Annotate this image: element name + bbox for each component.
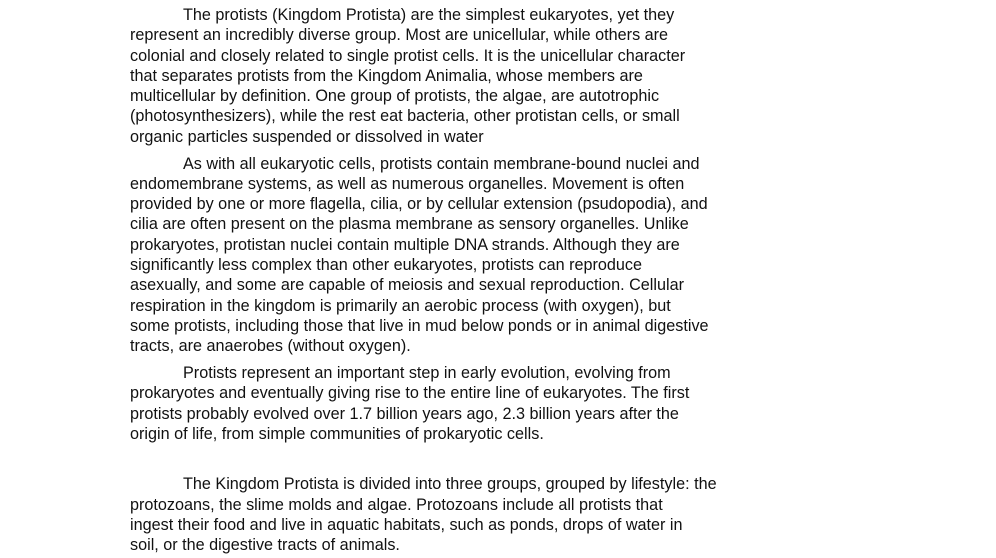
text-line: The Kingdom Protista is divided into three groups, grouped by lifestyle: the — [183, 475, 717, 494]
paragraph-protists-intro — [130, 5, 770, 147]
paragraph-cell-structure — [130, 154, 770, 357]
text-line: some protists, including those that live in mud below ponds or in animal digestive — [130, 316, 709, 335]
text-line: organic particles suspended or dissolved in water — [130, 127, 484, 146]
text-line: As with all eukaryotic cells, protists contain membrane-bound nuclei and — [183, 154, 700, 173]
document-page — [130, 5, 770, 555]
text-line: respiration in the kingdom is primarily an aerobic process (with oxygen), but — [130, 296, 671, 315]
text-line: prokaryotes and eventually giving rise to the entire line of eukaryotes. The first — [130, 384, 690, 403]
text-line: protists probably evolved over 1.7 billion years ago, 2.3 billion years after the — [130, 404, 679, 423]
text-line: that separates protists from the Kingdom Animalia, whose members are — [130, 66, 643, 85]
text-line: protozoans, the slime molds and algae. Protozoans include all protists that — [130, 495, 663, 514]
text-line: provided by one or more flagella, cilia, or by cellular extension (psudopodia), and — [130, 195, 708, 214]
text-line: significantly less complex than other eukaryotes, protists can reproduce — [130, 256, 642, 275]
paragraph-spacer — [130, 444, 770, 474]
text-line: endomembrane systems, as well as numerous organelles. Movement is often — [130, 174, 685, 193]
paragraph-evolution — [130, 363, 770, 444]
text-line: (photosynthesizers), while the rest eat bacteria, other protistan cells, or small — [130, 107, 680, 126]
text-line: tracts, are anaerobes (without oxygen). — [130, 337, 411, 356]
text-line: multicellular by definition. One group of protists, the algae, are autotrophic — [130, 87, 660, 106]
text-line: soil, or the digestive tracts of animals. — [130, 536, 400, 555]
text-line: prokaryotes, protistan nuclei contain multiple DNA strands. Although they are — [130, 235, 680, 254]
text-line: colonial and closely related to single protist cells. It is the unicellular character — [130, 46, 686, 65]
text-line: origin of life, from simple communities of prokaryotic cells. — [130, 424, 544, 443]
text-line: Protists represent an important step in early evolution, evolving from — [183, 364, 671, 383]
text-line: The protists (Kingdom Protista) are the simplest eukaryotes, yet they — [183, 6, 675, 24]
text-line: cilia are often present on the plasma membrane as sensory organelles. Unlike — [130, 215, 689, 234]
paragraph-classification — [130, 474, 770, 555]
text-line: ingest their food and live in aquatic habitats, such as ponds, drops of water in — [130, 515, 683, 534]
text-line: represent an incredibly diverse group. Most are unicellular, while others are — [130, 26, 669, 45]
text-line: asexually, and some are capable of meiosis and sexual reproduction. Cellular — [130, 276, 684, 295]
